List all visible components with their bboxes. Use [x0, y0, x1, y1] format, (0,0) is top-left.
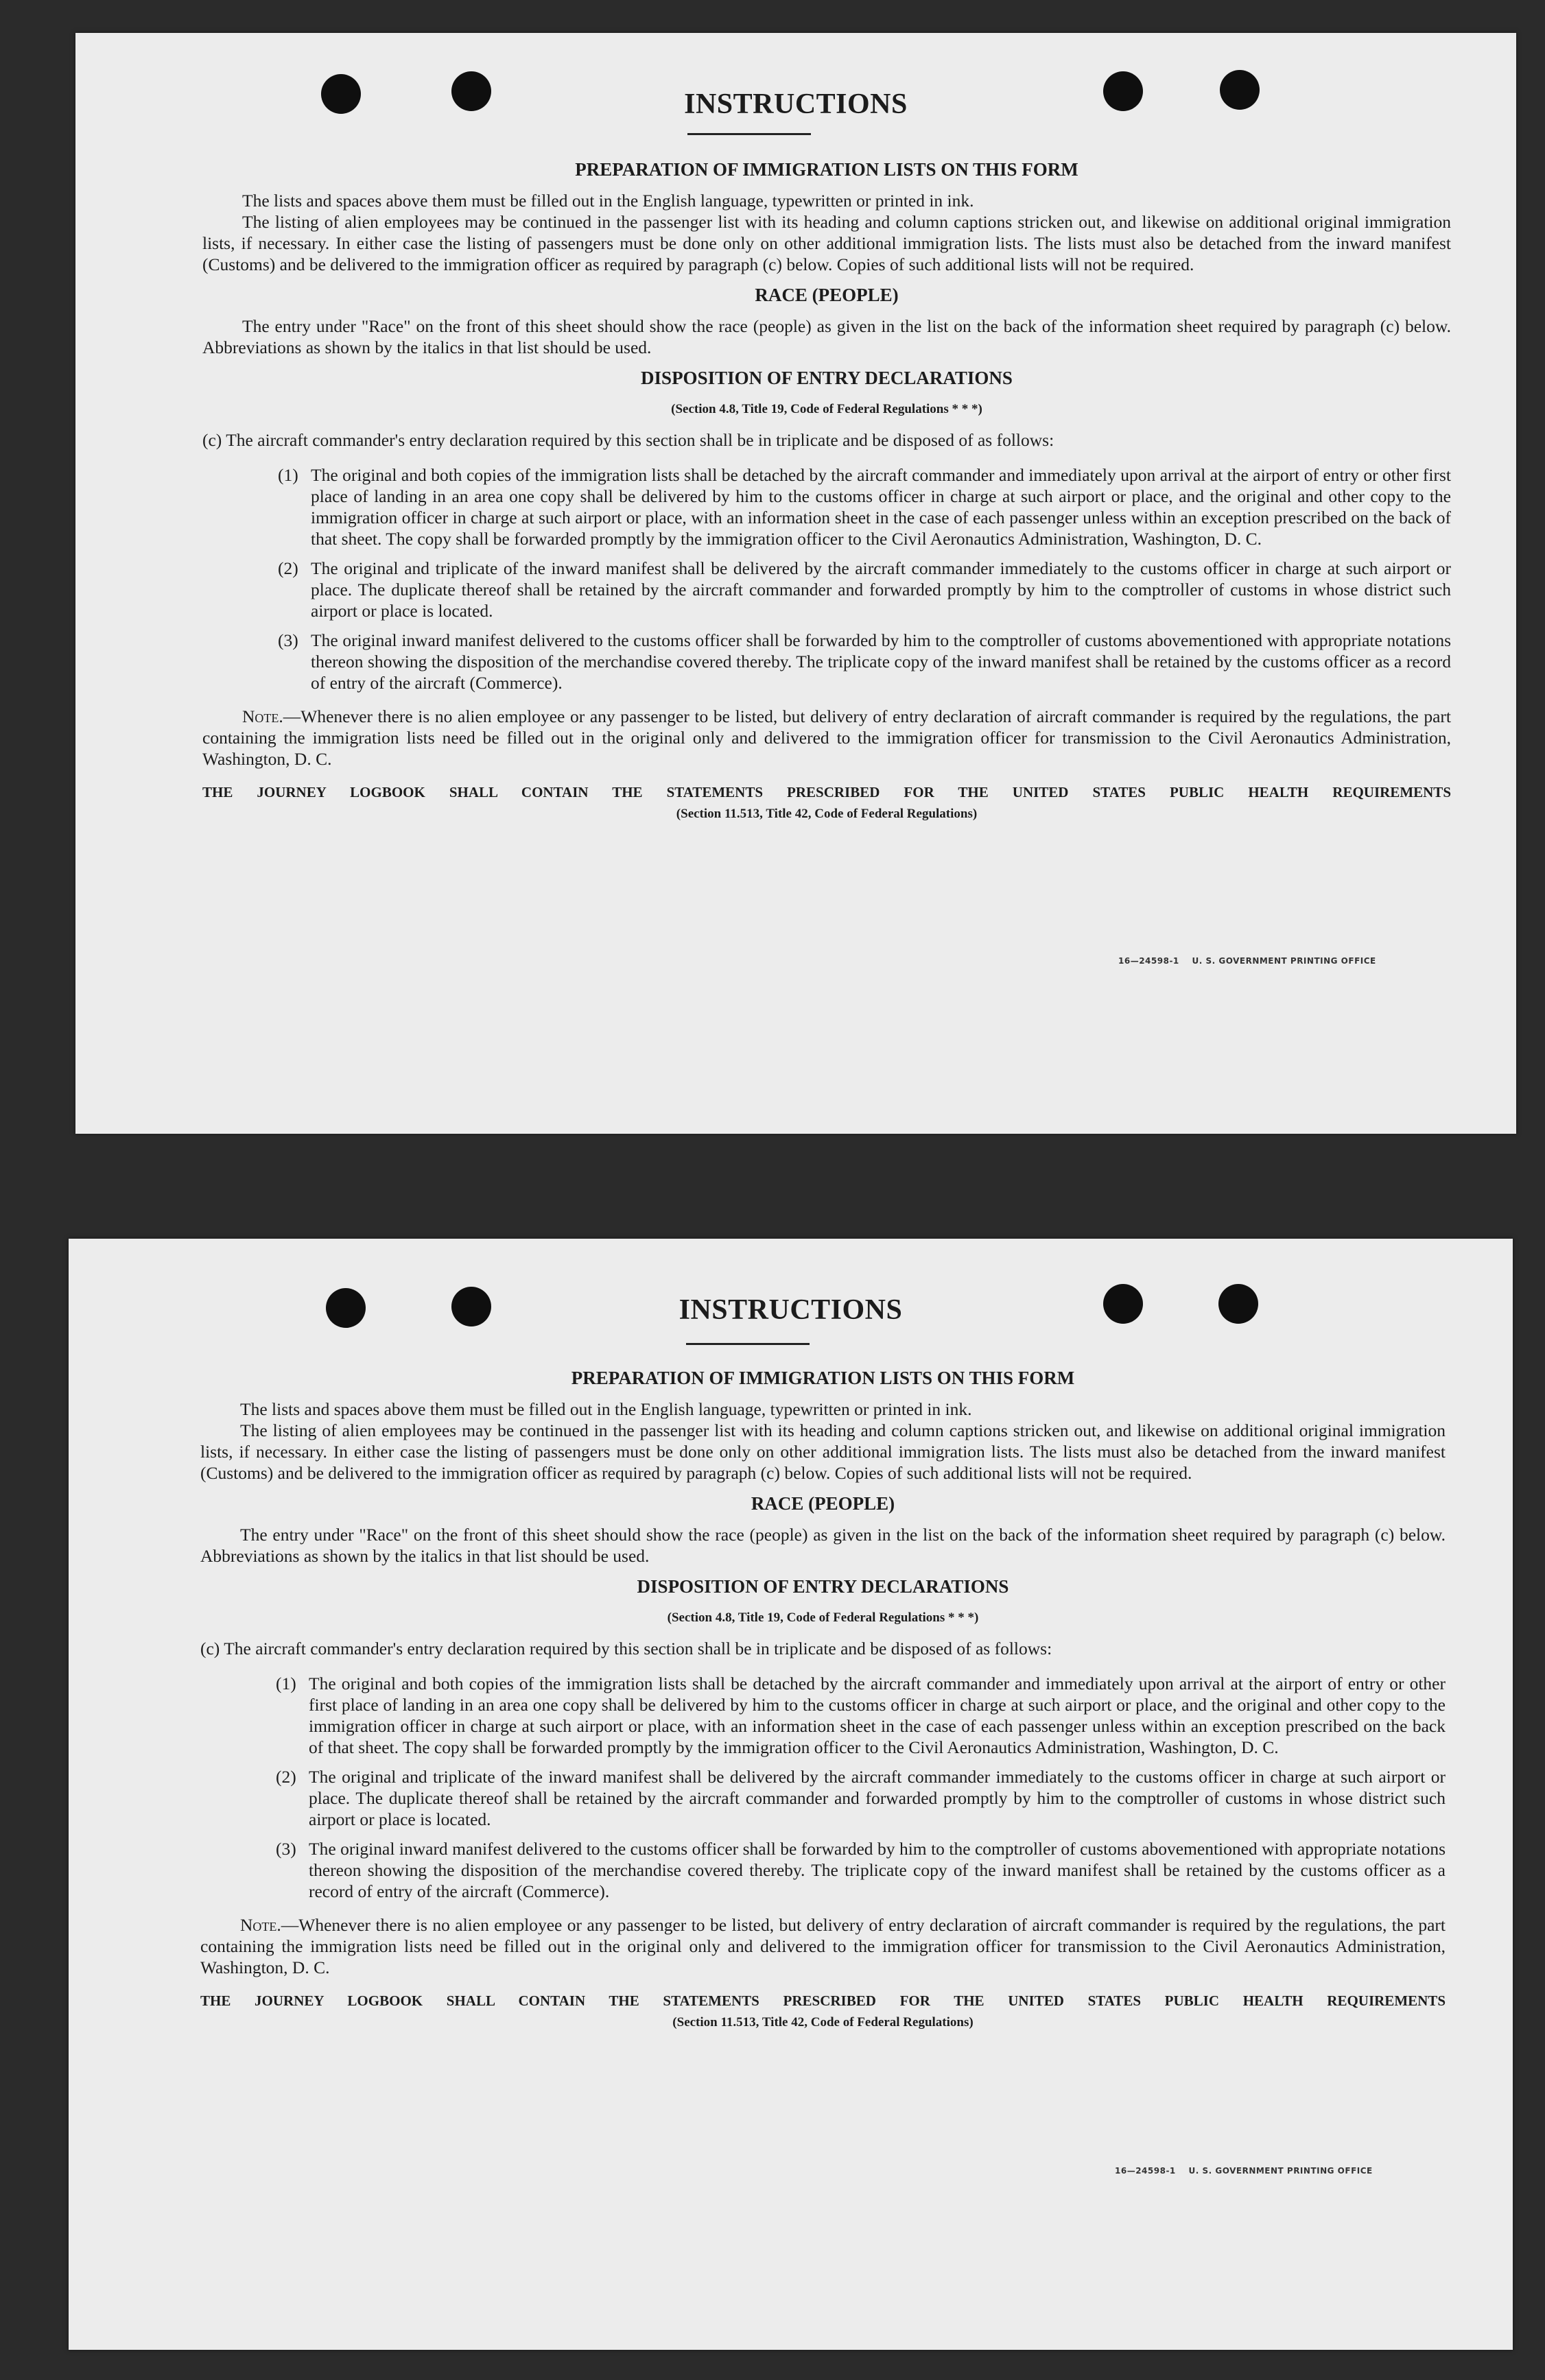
item-text: The original and triplicate of the inward manifest shall be delivered by the aircraft commander immediately to the customs officer in charge at such airport or place. The duplicate thereof shall be retained by the aircraft commander and forwarded promptly by him to the comptroller of customs in whose district such airport or place is located.	[311, 558, 1451, 621]
print-imprint	[1115, 2166, 1373, 2176]
list-item	[278, 558, 1451, 621]
paragraph-c	[202, 429, 1451, 451]
instructions-sheet-top	[75, 33, 1516, 1134]
heading-preparation: PREPARATION OF IMMIGRATION LISTS ON THIS FORM	[571, 1368, 1075, 1388]
print-imprint	[1118, 956, 1376, 966]
print-office: U. S. GOVERNMENT PRINTING OFFICE	[1192, 956, 1376, 966]
title-rule	[686, 1343, 810, 1345]
subheading-section: (Section 4.8, Title 19, Code of Federal Regulations * * *)	[671, 402, 982, 416]
heading-disposition: DISPOSITION OF ENTRY DECLARATIONS	[641, 368, 1013, 388]
paragraph-alien-employees: The listing of alien employees may be continued in the passenger list with its heading and column captions stricken out, and likewise on additional original immigration lists, if necessary. In either case the listing of passengers must be done only on other additional immigration lists. The lists must also be detached from the inward manifest (Customs) and be delivered to the immigration officer as required by paragraph (c) below. Copies of such additional lists will not be required.	[200, 1420, 1446, 1483]
paragraph-lists: The lists and spaces above them must be filled out in the English language, typewritten or printed in ink.	[240, 1399, 972, 1419]
list-item	[278, 630, 1451, 693]
title-rule	[687, 133, 811, 135]
item-number: (1)	[276, 1674, 296, 1693]
note-label: Note.	[240, 1915, 281, 1935]
page-title: INSTRUCTIONS	[679, 1294, 903, 1326]
note-paragraph	[200, 1914, 1446, 1978]
disposition-list	[278, 464, 1451, 693]
print-code: 16—24598-1	[1118, 956, 1179, 966]
list-item	[278, 464, 1451, 549]
list-item	[276, 1838, 1446, 1902]
instructions-body	[202, 159, 1451, 824]
logbook-section: (Section 11.513, Title 42, Code of Federal Regulations)	[672, 2015, 974, 2030]
note-text: —Whenever there is no alien employee or any passenger to be listed, but delivery of entry declaration of aircraft commander is required by the regulations, the part containing the immigration lists need be filled out in the original only and delivered to the immigration officer for transmission to the Civil Aeronautics Administration, Washington, D. C.	[200, 1915, 1446, 1977]
paragraph-c-text: The aircraft commander's entry declaration required by this section shall be in triplicate and be disposed of as follows:	[226, 430, 1054, 450]
logbook-requirement: THE JOURNEY LOGBOOK SHALL CONTAIN THE STATEMENTS PRESCRIBED FOR THE UNITED STATES PUBLIC HEALTH REQUIREMENTS	[200, 1992, 1446, 2009]
print-code: 16—24598-1	[1115, 2166, 1176, 2176]
item-number: (3)	[276, 1839, 296, 1859]
heading-race: RACE (PEOPLE)	[755, 285, 899, 305]
item-text: The original inward manifest delivered to the customs officer shall be forwarded by him to the comptroller of customs abovementioned with appropriate notations thereon showing the disposition of the merchandise covered thereby. The triplicate copy of the inward manifest shall be retained by the customs officer as a record of entry of the aircraft (Commerce).	[311, 630, 1451, 693]
logbook-requirement: THE JOURNEY LOGBOOK SHALL CONTAIN THE STATEMENTS PRESCRIBED FOR THE UNITED STATES PUBLIC HEALTH REQUIREMENTS	[202, 784, 1451, 800]
paragraph-c-label: (c)	[202, 430, 222, 450]
note-paragraph	[202, 706, 1451, 770]
page-title: INSTRUCTIONS	[684, 88, 908, 120]
instructions-sheet-bottom	[69, 1239, 1513, 2350]
item-text: The original inward manifest delivered to the customs officer shall be forwarded by him to the comptroller of customs abovementioned with appropriate notations thereon showing the disposition of the merchandise covered thereby. The triplicate copy of the inward manifest shall be retained by the customs officer as a record of entry of the aircraft (Commerce).	[309, 1839, 1446, 1901]
paragraph-lists: The lists and spaces above them must be filled out in the English language, typewritten or printed in ink.	[242, 191, 974, 211]
paragraph-c	[200, 1638, 1446, 1659]
note-label: Note.	[242, 706, 283, 726]
item-number: (1)	[278, 465, 298, 485]
note-text: —Whenever there is no alien employee or any passenger to be listed, but delivery of entry declaration of aircraft commander is required by the regulations, the part containing the immigration lists need be filled out in the original only and delivered to the immigration officer for transmission to the Civil Aeronautics Administration, Washington, D. C.	[202, 706, 1451, 769]
instructions-body	[200, 1368, 1446, 2033]
item-number: (2)	[278, 558, 298, 578]
paragraph-alien-employees: The listing of alien employees may be continued in the passenger list with its heading and column captions stricken out, and likewise on additional original immigration lists, if necessary. In either case the listing of passengers must be done only on other additional immigration lists. The lists must also be detached from the inward manifest (Customs) and be delivered to the immigration officer as required by paragraph (c) below. Copies of such additional lists will not be required.	[202, 212, 1451, 274]
paragraph-c-text: The aircraft commander's entry declaration required by this section shall be in triplicate and be disposed of as follows:	[224, 1639, 1052, 1658]
item-text: The original and triplicate of the inward manifest shall be delivered by the aircraft commander immediately to the customs officer in charge at such airport or place. The duplicate thereof shall be retained by the aircraft commander and forwarded promptly by him to the comptroller of customs in whose district such airport or place is located.	[309, 1767, 1446, 1829]
item-text: The original and both copies of the immigration lists shall be detached by the aircraft commander and immediately upon arrival at the airport of entry or other first place of landing in an area one copy shall be delivered by him to the customs officer in charge at such airport or place, and the original and other copy to the immigration officer in charge at such airport or place, with an information sheet in the case of each passenger unless within an exception prescribed on the back of that sheet. The copy shall be forwarded promptly by the immigration officer to the Civil Aeronautics Administration, Washington, D. C.	[311, 465, 1451, 549]
subheading-section: (Section 4.8, Title 19, Code of Federal Regulations * * *)	[667, 1610, 979, 1625]
paragraph-c-label: (c)	[200, 1639, 220, 1658]
paragraph-race: The entry under "Race" on the front of this sheet should show the race (people) as given in the list on the back of the information sheet required by paragraph (c) below. Abbreviations as shown by the italics in that list should be used.	[202, 316, 1451, 357]
disposition-list	[276, 1673, 1446, 1902]
item-number: (3)	[278, 630, 298, 650]
list-item	[276, 1673, 1446, 1758]
heading-race: RACE (PEOPLE)	[751, 1493, 895, 1514]
logbook-section: (Section 11.513, Title 42, Code of Federal Regulations)	[676, 807, 978, 821]
paragraph-race: The entry under "Race" on the front of this sheet should show the race (people) as given in the list on the back of the information sheet required by paragraph (c) below. Abbreviations as shown by the italics in that list should be used.	[200, 1525, 1446, 1566]
item-text: The original and both copies of the immigration lists shall be detached by the aircraft commander and immediately upon arrival at the airport of entry or other first place of landing in an area one copy shall be delivered by him to the customs officer in charge at such airport or place, and the original and other copy to the immigration officer in charge at such airport or place, with an information sheet in the case of each passenger unless within an exception prescribed on the back of that sheet. The copy shall be forwarded promptly by the immigration officer to the Civil Aeronautics Administration, Washington, D. C.	[309, 1674, 1446, 1757]
list-item	[276, 1766, 1446, 1830]
heading-disposition: DISPOSITION OF ENTRY DECLARATIONS	[637, 1576, 1009, 1597]
item-number: (2)	[276, 1767, 296, 1787]
heading-preparation: PREPARATION OF IMMIGRATION LISTS ON THIS FORM	[575, 159, 1078, 180]
print-office: U. S. GOVERNMENT PRINTING OFFICE	[1188, 2166, 1373, 2176]
